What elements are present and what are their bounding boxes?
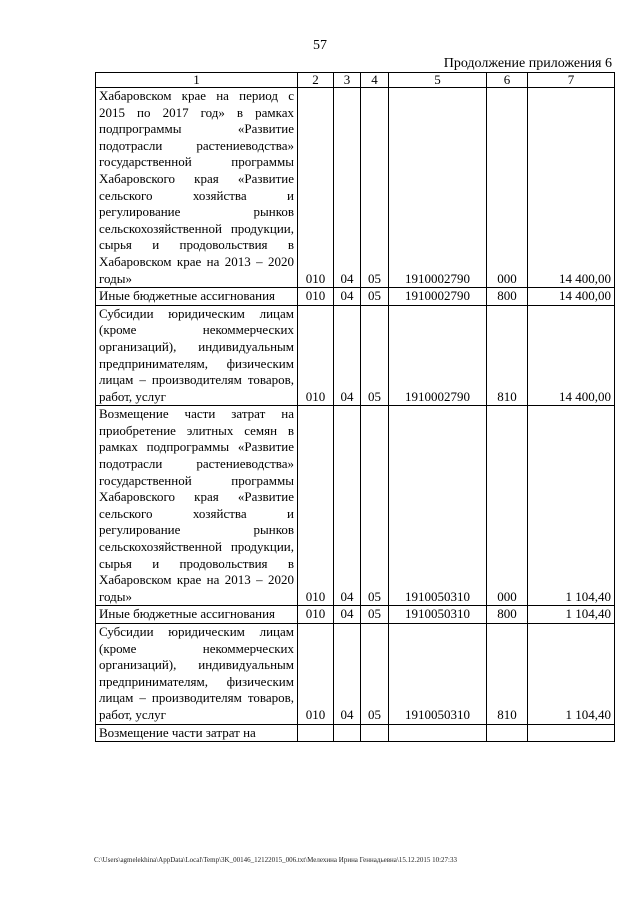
row-cell-amount: 14 400,00 bbox=[528, 305, 615, 406]
row-cell-subsection: 05 bbox=[361, 624, 389, 725]
row-cell-target-article bbox=[389, 724, 487, 742]
header-col-5: 5 bbox=[389, 73, 487, 88]
row-cell-expense-type: 800 bbox=[487, 606, 528, 624]
row-cell-expense-type: 810 bbox=[487, 305, 528, 406]
row-cell-target-article: 1910002790 bbox=[389, 305, 487, 406]
row-cell-ministry: 010 bbox=[298, 305, 334, 406]
row-cell-expense-type: 800 bbox=[487, 288, 528, 306]
header-col-1: 1 bbox=[96, 73, 298, 88]
row-cell-section: 04 bbox=[334, 88, 361, 288]
row-cell-subsection: 05 bbox=[361, 288, 389, 306]
row-cell-target-article: 1910002790 bbox=[389, 288, 487, 306]
row-cell-subsection: 05 bbox=[361, 88, 389, 288]
row-cell-target-article: 1910002790 bbox=[389, 88, 487, 288]
row-cell-ministry bbox=[298, 724, 334, 742]
row-cell-amount: 14 400,00 bbox=[528, 88, 615, 288]
row-cell-subsection: 05 bbox=[361, 305, 389, 406]
table-row bbox=[96, 406, 615, 606]
header-col-4: 4 bbox=[361, 73, 389, 88]
table-row bbox=[96, 724, 615, 742]
table-row bbox=[96, 606, 615, 624]
row-cell-expense-type: 000 bbox=[487, 88, 528, 288]
row-name-cell: Иные бюджетные ассигнования bbox=[96, 606, 298, 624]
row-cell-ministry: 010 bbox=[298, 406, 334, 606]
row-cell-section bbox=[334, 724, 361, 742]
row-cell-ministry: 010 bbox=[298, 88, 334, 288]
table-row bbox=[96, 88, 615, 288]
row-name-cell: Возмещение части затрат на bbox=[96, 724, 298, 742]
row-cell-expense-type: 810 bbox=[487, 624, 528, 725]
row-name-cell: Иные бюджетные ассигнования bbox=[96, 288, 298, 306]
row-cell-ministry: 010 bbox=[298, 624, 334, 725]
row-cell-section: 04 bbox=[334, 305, 361, 406]
table-header-row bbox=[96, 73, 615, 88]
page-number: 57 bbox=[313, 38, 327, 53]
row-cell-subsection: 05 bbox=[361, 606, 389, 624]
row-name-cell: Субсидии юридическим лицам (кроме некоммерческих организаций), индивидуальным предпринимателям, физическим лицам – производителям товаров, работ, услуг bbox=[96, 305, 298, 406]
table-row bbox=[96, 288, 615, 306]
row-cell-section: 04 bbox=[334, 624, 361, 725]
row-cell-amount: 1 104,40 bbox=[528, 406, 615, 606]
row-name-cell: Возмещение части затрат на приобретение элитных семян в рамках подпрограммы «Развитие подотрасли растениеводства» государственной программы Хабаровского края «Развитие сельского хозяйства и регулирование рынков сельскохозяйственной продукции, сырья и продовольствия в Хабаровском крае на 2013 – 2020 годы» bbox=[96, 406, 298, 606]
row-cell-target-article: 1910050310 bbox=[389, 406, 487, 606]
header-col-7: 7 bbox=[528, 73, 615, 88]
document-footer-path: C:\Users\agmelekhina\AppData\Local\Temp\3K_00146_12122015_006.txt\Мелехина Ирина Геннадьевна\15.12.2015 10:27:33 bbox=[94, 856, 457, 864]
row-cell-subsection bbox=[361, 724, 389, 742]
row-cell-section: 04 bbox=[334, 606, 361, 624]
row-cell-expense-type bbox=[487, 724, 528, 742]
row-name-cell: Хабаровском крае на период с 2015 по 2017 год» в рамках подпрограммы «Развитие подотрасли растениеводства» государственной программы Хабаровского края «Развитие сельского хозяйства и регулирование рынков сельскохозяйственной продукции, сырья и продовольствия в Хабаровском крае на 2013 – 2020 годы» bbox=[96, 88, 298, 288]
row-cell-amount: 1 104,40 bbox=[528, 606, 615, 624]
row-name-cell: Субсидии юридическим лицам (кроме некоммерческих организаций), индивидуальным предпринимателям, физическим лицам – производителям товаров, работ, услуг bbox=[96, 624, 298, 725]
row-cell-ministry: 010 bbox=[298, 606, 334, 624]
header-col-6: 6 bbox=[487, 73, 528, 88]
row-cell-expense-type: 000 bbox=[487, 406, 528, 606]
table-row bbox=[96, 624, 615, 725]
row-cell-target-article: 1910050310 bbox=[389, 624, 487, 725]
budget-table bbox=[95, 72, 615, 742]
header-col-3: 3 bbox=[334, 73, 361, 88]
row-cell-section: 04 bbox=[334, 406, 361, 606]
table-row bbox=[96, 305, 615, 406]
row-cell-ministry: 010 bbox=[298, 288, 334, 306]
row-cell-amount: 1 104,40 bbox=[528, 624, 615, 725]
row-cell-subsection: 05 bbox=[361, 406, 389, 606]
row-cell-amount: 14 400,00 bbox=[528, 288, 615, 306]
row-cell-section: 04 bbox=[334, 288, 361, 306]
row-cell-target-article: 1910050310 bbox=[389, 606, 487, 624]
row-cell-amount bbox=[528, 724, 615, 742]
header-col-2: 2 bbox=[298, 73, 334, 88]
continuation-caption: Продолжение приложения 6 bbox=[443, 56, 612, 71]
